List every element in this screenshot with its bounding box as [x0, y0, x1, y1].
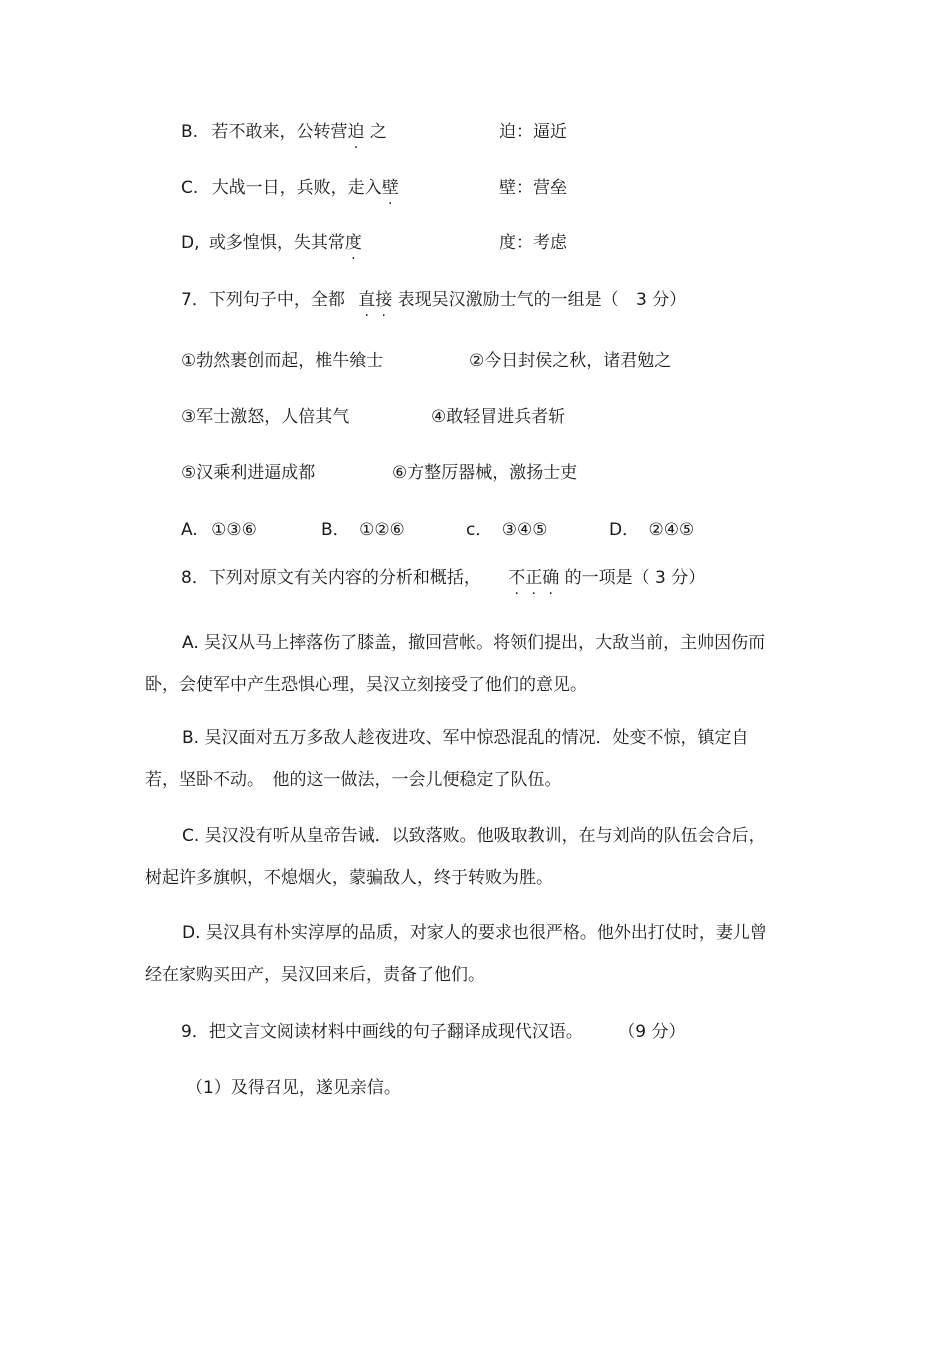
q7-item: ①勃然裹创而起，椎牛飨士: [181, 351, 384, 371]
emphasis-char: 直: [358, 290, 376, 310]
q7-choice-c: [466, 519, 548, 541]
q7-item: ③军士激怒，人倍其气: [181, 407, 350, 427]
q7-choice-b: [321, 519, 405, 541]
emphasis-char: 不: [508, 568, 526, 588]
stem-text-tail: 表现吴汉激励士气的一组是（: [397, 290, 619, 310]
stem-text-tail: 的一项是（ 3 分）: [564, 568, 706, 588]
emphasis-words: [358, 290, 392, 310]
emphasis-char: 度: [344, 233, 362, 253]
choice-value: ②④⑤: [648, 520, 695, 540]
option-label: D,: [181, 233, 200, 253]
stem-text: 7．下列句子中，全都: [181, 290, 345, 310]
score: （9 分）: [618, 1022, 686, 1042]
emphasis-words: [508, 568, 559, 588]
emphasis-char: 壁: [381, 178, 399, 198]
choice-label: D．: [609, 520, 640, 540]
gloss-b: 迫：逼近: [499, 122, 567, 142]
emphasis-char: 接: [375, 290, 393, 310]
option-text: 若不敢来，公转营: [211, 122, 348, 142]
option-b: [181, 121, 387, 143]
question-9-stem: [181, 1021, 685, 1043]
gloss-d: 度：考虑: [499, 233, 567, 253]
emphasis-char: 确: [542, 568, 560, 588]
q8-option-b: B. 吴汉面对五万多敌人趁夜进攻、军中惊恐混乱的情况．处变不惊，镇定自若，坚卧不动。 他的这一做法，一会儿便稳定了队伍。: [145, 728, 749, 790]
choice-label: c．: [466, 520, 493, 540]
q7-item: ④敢轻冒进兵者斩: [431, 407, 566, 427]
option-text: 或多惶惧，失其常: [208, 233, 345, 253]
q8-option-d: D. 吴汉具有朴实淳厚的品质，对家人的要求也很严格。他外出打仗时，妻儿曾经在家购买田产，吴汉回来后，责备了他们。: [145, 923, 767, 985]
option-label: C.: [181, 178, 199, 198]
option-text: 大战一日，兵败，走入: [211, 178, 382, 198]
choice-value: ①③⑥: [211, 520, 257, 540]
stem-text: 9．把文言文阅读材料中画线的句子翻译成现代汉语。: [181, 1022, 583, 1042]
choice-label: B．: [321, 520, 350, 540]
q7-item: ⑥方整厉器械，激扬士吏: [392, 463, 578, 483]
stem-text: 8．下列对原文有关内容的分析和概括，: [181, 568, 481, 588]
score: 3 分）: [636, 290, 687, 310]
option-label: B.: [181, 122, 199, 142]
q7-item: ⑤汉乘利进逼成都: [181, 463, 316, 483]
gloss-c: 壁：营垒: [499, 178, 567, 198]
option-d: [181, 232, 362, 254]
q9-item-1: （1）及得召见，遂见亲信。: [186, 1078, 401, 1098]
question-7-stem: [181, 289, 686, 311]
q7-choice-d: [609, 519, 694, 541]
q7-choice-a: [181, 519, 257, 541]
choice-value: ③④⑤: [501, 520, 548, 540]
option-text-tail: 之: [369, 122, 387, 142]
q8-option-c: C. 吴汉没有听从皇帝告诫．以致落败。他吸取教训，在与刘尚的队伍会合后，树起许多旗帜，不熄烟火，蒙骗敌人，终于转败为胜。: [145, 826, 766, 888]
choice-value: ①②⑥: [359, 520, 405, 540]
question-8-stem: [181, 567, 705, 589]
emphasis-char: 迫: [347, 122, 365, 142]
q8-option-a: A. 吴汉从马上摔落伤了膝盖，撤回营帐。将领们提出，大敌当前，主帅因伤而卧，会使军中产生恐惧心理，吴汉立刻接受了他们的意见。: [145, 633, 766, 695]
choice-label: A.: [181, 520, 198, 540]
emphasis-char: 正: [525, 568, 543, 588]
q7-item: ②今日封侯之秋，诸君勉之: [469, 351, 672, 371]
option-c: [181, 177, 399, 199]
